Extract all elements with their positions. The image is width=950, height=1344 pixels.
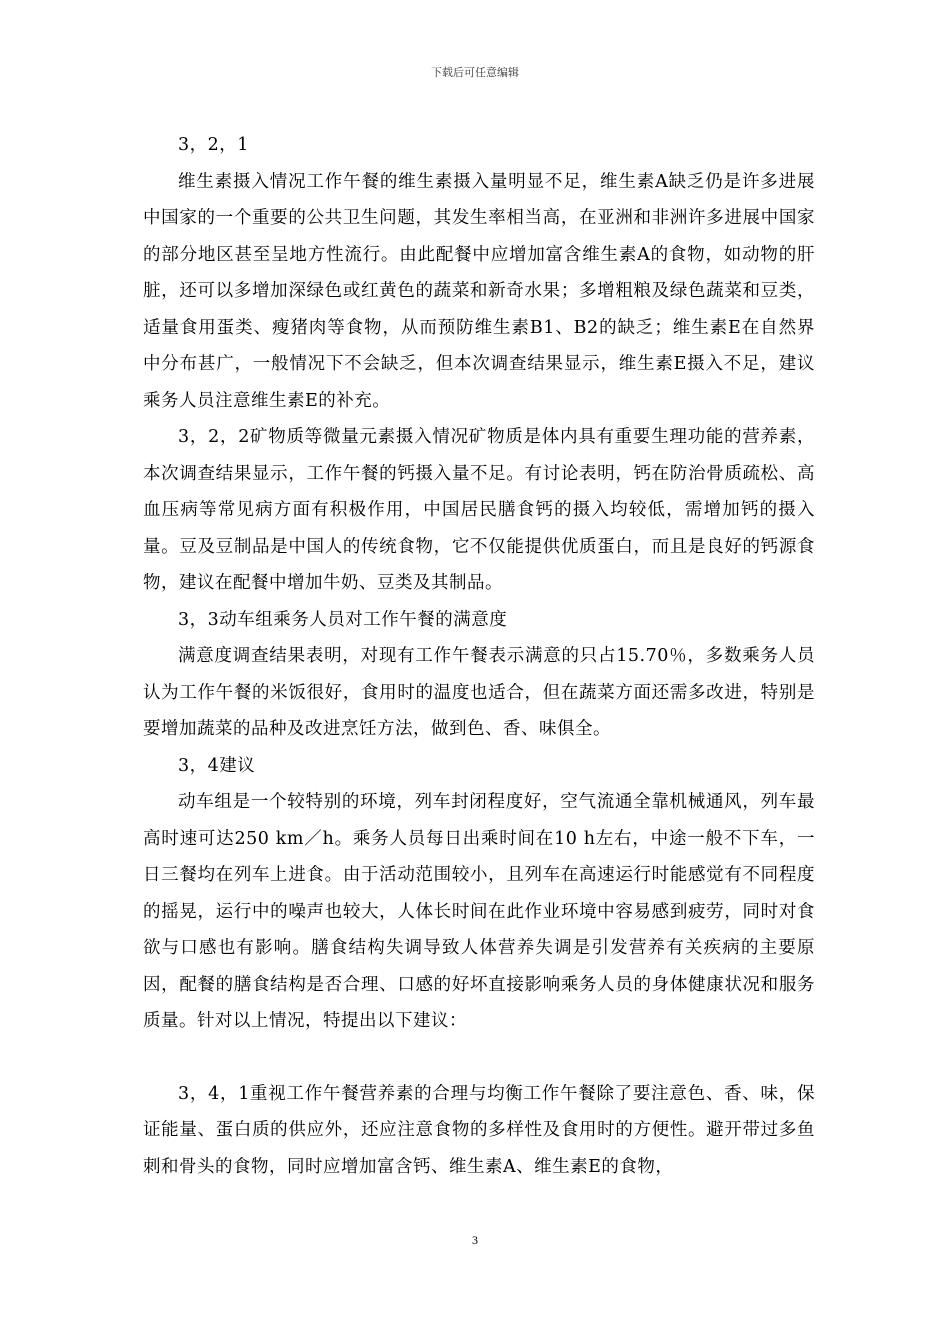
- section-heading-3-3: 3，3动车组乘务人员对工作午餐的满意度: [178, 609, 508, 630]
- section-heading-3-2-1: 3，2，1: [178, 135, 249, 155]
- page-number: 3: [472, 1233, 478, 1247]
- paragraph-mineral-intake: 3，2，2矿物质等微量元素摄入情况矿物质是体内具有重要生理功能的营养素，本次调查结果显示，工作午餐的钙摄入量不足。有讨论表明，钙在防治骨质疏松、高血压病等常见病方面有积极作用，中国居民膳食钙的摄入均较低，需增加钙的摄入量。豆及豆制品是中国人的传统食物，它不仅能提供优质蛋白，而且是良好的钙源食物，建议在配餐中增加牛奶、豆类及其制品。: [143, 427, 815, 593]
- paragraph-3-4-1: 3，4，1重视工作午餐营养素的合理与均衡工作午餐除了要注意色、香、味，保证能量、蛋白质的供应外，还应注意食物的多样性及食用时的方便性。避开带过多鱼刺和骨头的食物，同时应增加富含钙、维生素A、维生素E的食物，: [143, 1083, 815, 1177]
- paragraph-vitamin-intake: 维生素摄入情况工作午餐的维生素摄入量明显不足，维生素A缺乏仍是许多进展中国家的一个重要的公共卫生问题，其发生率相当高，在亚洲和非洲许多进展中国家的部分地区甚至呈地方性流行。由此配餐中应增加富含维生素A的食物，如动物的肝脏，还可以多增加深绿色或红黄色的蔬菜和新奇水果；多增粗粮及绿色蔬菜和豆类，适量食用蛋类、瘦猪肉等食物，从而预防维生素B1、B2的缺乏；维生素E在自然界中分布甚广，一般情况下不会缺乏，但本次调查结果显示，维生素E摄入不足，建议乘务人员注意维生素E的补充。: [143, 171, 815, 411]
- paragraph-suggestions-intro: 动车组是一个较特别的环境，列车封闭程度好，空气流通全靠机械通风，列车最高时速可达250 km／h。乘务人员每日出乘时间在10 h左右，中途一般不下车，一日三餐均在列车上进食。由于活动范围较小，且列车在高速运行时能感觉有不同程度的摇晃，运行中的噪声也较大，人体长时间在此作业环境中容易感到疲劳，同时对食欲与口感也有影响。膳食结构失调导致人体营养失调是引发营养有关疾病的主要原因，配餐的膳食结构是否合理、口感的好坏直接影响乘务人员的身体健康状况和服务质量。针对以上情况，特提出以下建议：: [143, 792, 815, 1031]
- document-body: [143, 127, 815, 1185]
- page-header: 下载后可任意编辑: [431, 66, 519, 79]
- section-heading-3-4: 3，4建议: [178, 755, 256, 776]
- paragraph-satisfaction: 满意度调查结果表明，对现有工作午餐表示满意的只占15.70％，多数乘务人员认为工作午餐的米饭很好，食用时的温度也适合，但在蔬菜方面还需多改进，特别是要增加蔬菜的品种及改进烹饪方法，做到色、香、味俱全。: [143, 646, 815, 739]
